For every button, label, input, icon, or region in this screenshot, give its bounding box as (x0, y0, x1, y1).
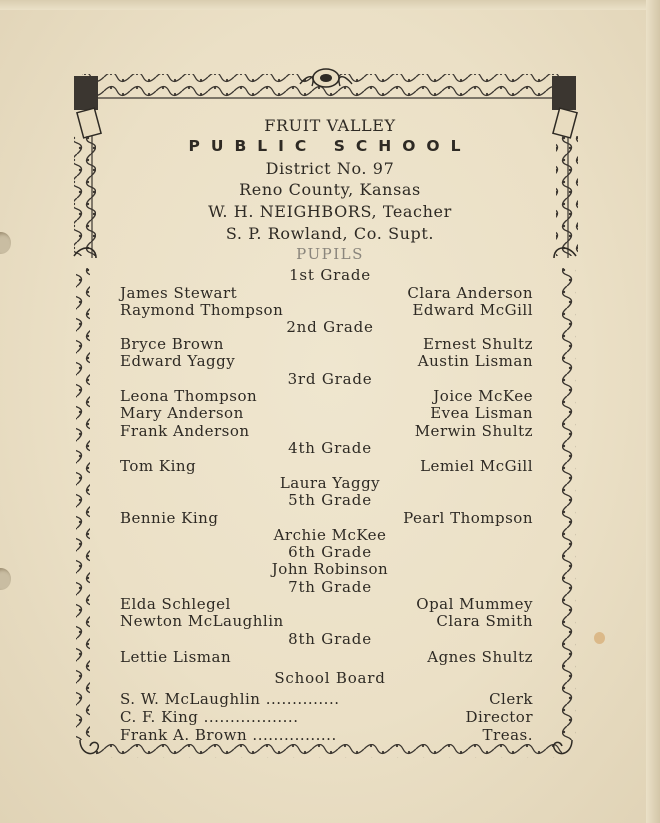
pupil-row (120, 595, 533, 613)
pupil-row (120, 301, 533, 319)
pupil-name: Ernest Shultz (423, 335, 533, 353)
pupil-name-single: John Robinson (271, 560, 389, 578)
pupil-name-single: Archie McKee (273, 526, 387, 544)
pupil-name: Lettie Lisman (120, 648, 232, 666)
pupil-name: Austin Lisman (417, 352, 533, 370)
board-member-row (120, 726, 533, 744)
pupil-name: Edward Yaggy (120, 352, 236, 370)
board-member-name (120, 726, 337, 744)
pupil-name: Merwin Shultz (414, 422, 533, 440)
teacher-name: W. H. NEIGHBORS, Teacher (208, 202, 452, 221)
board-member-name-text: S. W. McLaughlin (120, 690, 261, 708)
pupil-name: Newton McLaughlin (120, 612, 284, 630)
pupil-row (120, 352, 533, 370)
pupil-name: Mary Anderson (120, 404, 244, 422)
pupil-name: Leona Thompson (120, 387, 258, 405)
pupil-name: Edward McGill (412, 301, 533, 319)
grade-heading: 4th Grade (288, 439, 372, 457)
bottom-left-curl (80, 740, 98, 754)
pupil-row (120, 284, 533, 302)
district-number: District No. 97 (265, 159, 395, 178)
school-type: PUBLIC SCHOOL (188, 137, 472, 155)
grade-heading: 7th Grade (288, 578, 372, 596)
pupil-row (120, 335, 533, 353)
pupil-row (120, 387, 533, 405)
dot-leader: ................ (252, 726, 337, 744)
pupil-row (120, 422, 533, 440)
pupil-name: Elda Schlegel (120, 595, 231, 613)
grade-heading: 1st Grade (289, 266, 371, 284)
pupil-name: Clara Anderson (407, 284, 533, 302)
pupil-name-single: Laura Yaggy (279, 474, 381, 492)
superintendent-name: S. P. Rowland, Co. Supt. (225, 224, 435, 243)
grade-heading: 3rd Grade (287, 370, 373, 388)
pupil-name: Bryce Brown (120, 335, 224, 353)
pupil-name: Joice McKee (433, 387, 533, 405)
board-member-name-text: C. F. King (120, 708, 199, 726)
pupil-name: Pearl Thompson (403, 509, 533, 527)
grade-heading: 6th Grade (288, 543, 372, 561)
board-member-role: Clerk (489, 690, 533, 708)
pupil-name: Bennie King (120, 509, 219, 527)
board-member-name (120, 708, 298, 726)
pupil-name: Tom King (120, 457, 197, 475)
pupil-name: James Stewart (120, 284, 238, 302)
dot-leader: .................. (203, 708, 299, 726)
bottom-vine-border (96, 744, 562, 758)
dot-leader: .............. (265, 690, 340, 708)
pupil-name: Opal Mummey (416, 595, 533, 613)
board-member-role: Treas. (482, 726, 533, 744)
pupils-heading: PUPILS (296, 245, 364, 263)
pupil-name: Frank Anderson (120, 422, 250, 440)
pupil-row (120, 509, 533, 527)
pupil-name: Evea Lisman (430, 404, 533, 422)
grade-heading: 2nd Grade (286, 318, 374, 336)
grade-heading: 5th Grade (288, 491, 372, 509)
board-member-name-text: Frank A. Brown (120, 726, 248, 744)
pupil-name: Agnes Shultz (427, 648, 533, 666)
pupil-name: Clara Smith (436, 612, 533, 630)
board-member-role: Director (465, 708, 533, 726)
school-name: FRUIT VALLEY (264, 116, 396, 135)
board-member-row (120, 708, 533, 726)
board-member-row (120, 690, 533, 708)
pupil-name: Raymond Thompson (120, 301, 284, 319)
county-state: Reno County, Kansas (239, 180, 421, 199)
pupil-row (120, 457, 533, 475)
pupil-row (120, 648, 533, 666)
board-member-name (120, 690, 340, 708)
grade-heading: 8th Grade (288, 630, 372, 648)
pupil-row (120, 612, 533, 630)
school-board-heading: School Board (274, 669, 386, 687)
pupil-name: Lemiel McGill (420, 457, 533, 475)
pupil-row (120, 404, 533, 422)
